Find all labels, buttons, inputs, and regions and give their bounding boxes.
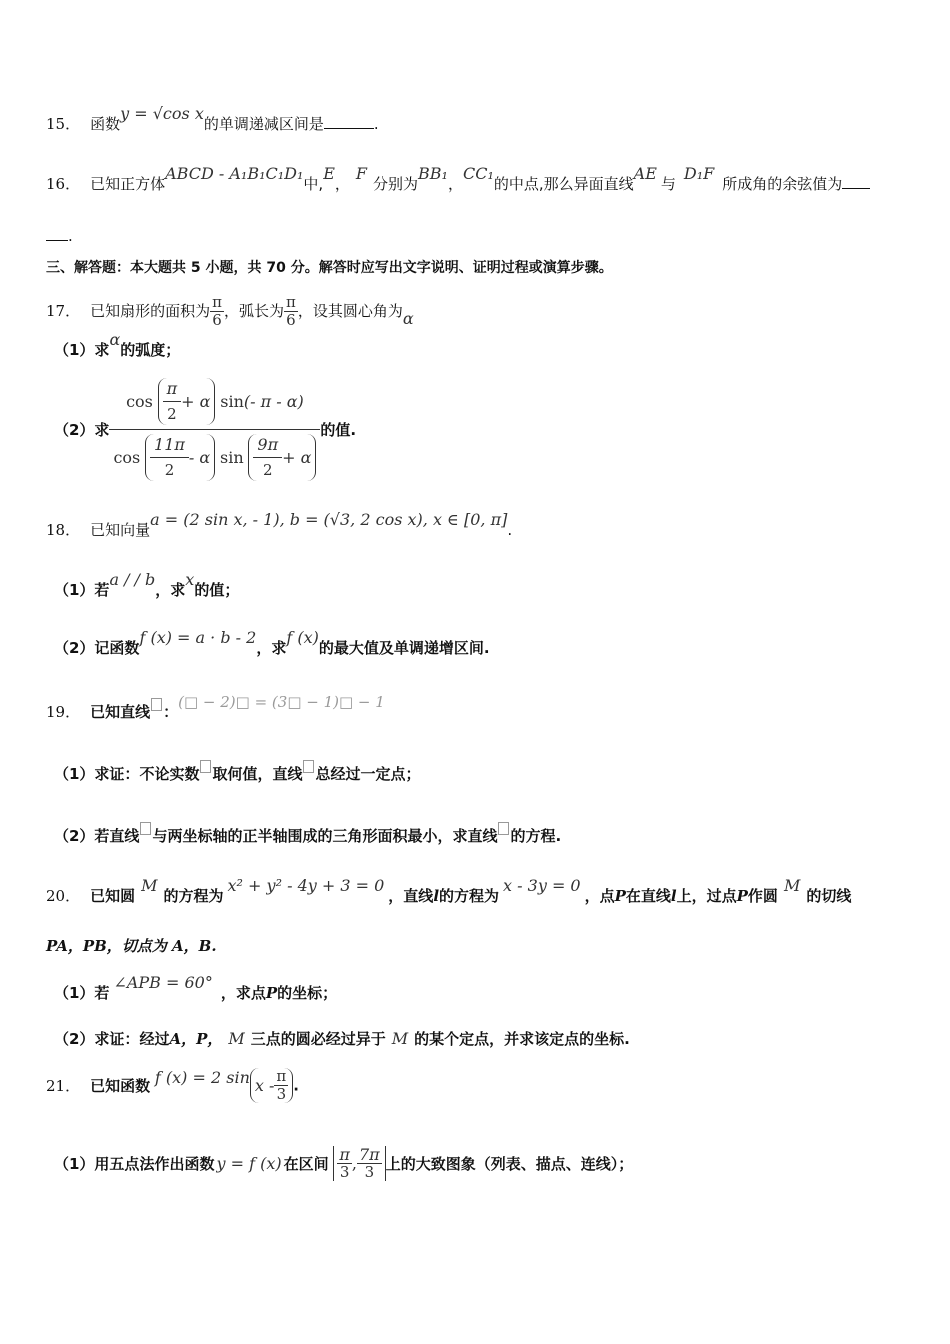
q20-part2-apm: A，P，	[169, 1030, 223, 1048]
q16-number: 16．	[46, 175, 81, 193]
q17-number: 17．	[46, 302, 81, 320]
q20-line2: PA，PB，切点为 A，B.	[46, 937, 217, 955]
q20-m2: M	[783, 876, 801, 895]
q17-den-frac1	[150, 434, 189, 481]
q19-part1-post: 总经过一定点；	[315, 765, 421, 783]
q16-cc1: CC₁	[462, 164, 494, 183]
q17-expr-denominator	[109, 430, 320, 483]
q16-ae: AE	[633, 164, 657, 183]
q20-post: 的切线	[806, 887, 852, 905]
q19-colon: ：	[163, 703, 179, 721]
q16-f: F	[355, 164, 367, 183]
q17-den-9pi: 9π	[253, 434, 282, 458]
q17-num-plus: + α	[181, 392, 211, 411]
q15-end: .	[373, 115, 379, 133]
q19-part2	[54, 822, 561, 846]
q20-part2-m: M	[228, 1029, 245, 1048]
q17-den-cos: cos	[113, 448, 141, 467]
q16-blank-2	[46, 226, 68, 241]
q18-part2-post: 的最大值及单调递增区间.	[318, 639, 490, 657]
q18-part2	[54, 628, 490, 658]
q16-d1f: D₁F	[683, 164, 715, 183]
q19-part1-mid: 取何值，直线	[212, 765, 303, 783]
q20-l: l	[433, 887, 440, 905]
q20-part2-mid: 三点的圆必经过异于	[250, 1030, 386, 1048]
q18-part2-formula: f (x) = a · b - 2	[139, 628, 257, 647]
q17-num-frac	[163, 378, 182, 425]
q21	[46, 1068, 299, 1103]
q16-mid2: 分别为	[373, 175, 419, 193]
q17-area-num: π	[212, 293, 222, 311]
q21-interval-a-den: 3	[339, 1163, 350, 1181]
q15-blank	[324, 114, 374, 129]
q21-interval-b	[357, 1146, 382, 1181]
q17-part1-label: （1）求	[54, 341, 110, 359]
section-3-heading: 三、解答题：本大题共 5 小题，共 70 分。解答时应写出文字说明、证明过程或演算步骤。	[46, 260, 613, 276]
q17-arc-num: π	[285, 293, 296, 311]
q17-expr-numerator	[109, 376, 320, 430]
q21-number: 21．	[46, 1077, 81, 1095]
q16-end: .	[68, 227, 73, 245]
q21-frac	[274, 1068, 288, 1103]
q21-interval-b-den: 3	[364, 1163, 375, 1181]
q17-part2	[54, 376, 356, 483]
q17-arc-fraction	[284, 294, 298, 329]
q18-part1-post: 的值；	[194, 581, 240, 599]
q21-interval	[333, 1146, 385, 1181]
q17-num-sin: sin	[220, 392, 244, 411]
q17-den-sin: sin	[219, 448, 244, 467]
q17-den-paren2	[248, 434, 316, 481]
q15-pre: 函数	[90, 115, 121, 133]
q19	[46, 693, 385, 722]
q17-den-plus: + α	[282, 448, 312, 467]
q21-fx: f (x) = 2 sin	[154, 1068, 250, 1087]
q19-number: 19．	[46, 703, 81, 721]
q17-area-den: 6	[212, 311, 222, 329]
q20-mid1: 的方程为	[163, 887, 224, 905]
q18-part2-fx: f (x)	[286, 628, 319, 647]
q21-part1-mid: 在区间	[283, 1155, 329, 1173]
q20-part2-m2: M	[391, 1029, 409, 1048]
q19-part1	[54, 760, 420, 784]
q16-mid4: 与	[660, 175, 676, 193]
q17-part1-post: 的弧度；	[120, 341, 181, 359]
q21-pi: π	[276, 1067, 287, 1085]
q17-num-2: 2	[167, 405, 177, 423]
q16-e: E	[323, 164, 335, 183]
q21-x-minus: x -	[254, 1076, 275, 1095]
q20-mid6: 上，过点	[676, 887, 737, 905]
q17-num-paren	[158, 378, 216, 425]
q16-post: 所成角的余弦值为	[722, 175, 843, 193]
q17-part2-label: （2）求	[54, 421, 110, 439]
q21-end: .	[293, 1076, 299, 1095]
q20-p: P	[614, 887, 626, 905]
q19-part2-post: 的方程.	[510, 827, 562, 845]
q20-p2: P	[736, 887, 748, 905]
q15-number: 15．	[46, 115, 81, 133]
q18-part2-label: （2）记函数	[54, 639, 140, 657]
q20-mid7: 作圆	[747, 887, 778, 905]
q20-part2-label: （2）求证：经过	[54, 1030, 170, 1048]
q18-part1	[54, 570, 240, 600]
q20-mid5: 在直线	[625, 887, 671, 905]
q21-interval-b-num: 7π	[359, 1145, 380, 1164]
q19-part1-pre: （1）求证：不论实数	[54, 765, 200, 783]
q19-pre: 已知直线	[90, 703, 151, 721]
q18-pre: 已知向量	[90, 521, 151, 539]
q20-part1-formula: ∠APB = 60°	[113, 973, 213, 992]
q20-line: x - 3y = 0	[503, 876, 581, 895]
q20-mid2: ，直线	[388, 887, 434, 905]
q17-den-11pi: 11π	[150, 434, 189, 458]
q17-den-minus: - α	[188, 448, 211, 467]
q21-part1	[54, 1146, 633, 1181]
q18-part2-mid: ，求	[256, 639, 287, 657]
q17-area-fraction	[210, 294, 224, 329]
q17-num-cos: cos	[126, 392, 153, 411]
q16-comma: ，	[334, 175, 350, 193]
q20-pre: 已知圆	[90, 887, 136, 905]
q16-pre: 已知正方体	[90, 175, 166, 193]
q20-part1-p: P	[265, 984, 278, 1002]
q17-alpha: α	[402, 309, 414, 328]
q20-number: 20．	[46, 887, 81, 905]
q17-den-frac2	[253, 434, 282, 481]
q17-num-sinarg: (- π - α)	[243, 392, 304, 411]
q15-post: 的单调递减区间是	[203, 115, 324, 133]
q17-num-pi: π	[163, 378, 182, 402]
q20-mid3: 的方程为	[439, 887, 500, 905]
q17-mid: ，弧长为	[223, 302, 284, 320]
q19-part2-symbol-1	[140, 822, 151, 835]
q21-paren	[250, 1068, 293, 1103]
q21-interval-a-num: π	[339, 1145, 350, 1164]
q20-part2-post: 的某个定点，并求该定点的坐标.	[414, 1030, 630, 1048]
q20-part2	[54, 1029, 630, 1049]
q21-interval-comma: ,	[351, 1154, 357, 1173]
q17-arc-den: 6	[286, 311, 296, 329]
q20-m: M	[141, 876, 158, 895]
q15-formula: y = √cos x	[120, 104, 204, 123]
q18-end: .	[507, 521, 513, 539]
q18-part1-x: x	[185, 570, 195, 589]
q19-part2-mid: 与两坐标轴的正半轴围成的三角形面积最小，求直线	[152, 827, 498, 845]
q21-interval-a	[337, 1146, 352, 1181]
q21-three: 3	[276, 1085, 287, 1103]
q20-part1-label: （1）若	[54, 984, 110, 1002]
q17-den-2a: 2	[164, 461, 175, 479]
q20-l2: l	[670, 887, 677, 905]
q20-part1	[54, 973, 338, 1003]
q17-part2-post: 的值.	[320, 421, 357, 439]
q20	[46, 876, 852, 906]
q17-part1	[54, 330, 181, 360]
q18-formula: a = (2 sin x, - 1), b = (√3, 2 cos x), x ∈ [0, π]	[150, 510, 508, 529]
q21-pre: 已知函数	[90, 1077, 151, 1095]
q19-part2-symbol-2	[498, 822, 509, 835]
q21-part1-formula: y = f (x)	[216, 1154, 282, 1173]
q16-cube: ABCD - A₁B₁C₁D₁	[165, 164, 304, 183]
q20-part1-post: 的坐标；	[277, 984, 338, 1002]
q17-expression	[109, 376, 320, 483]
q18-part1-formula: a / / b	[109, 570, 156, 589]
q21-part1-post: 上的大致图象（列表、描点、连线）；	[385, 1155, 634, 1173]
q17-den-2b: 2	[262, 461, 273, 479]
q19-line-symbol	[151, 698, 162, 711]
q17-part1-alpha: α	[109, 330, 121, 349]
q20-mid4: ，点	[584, 887, 615, 905]
q18-part1-mid: ，求	[155, 581, 186, 599]
q17-den-paren1	[145, 434, 215, 481]
q16-comma2: ，	[447, 175, 463, 193]
q19-formula: (□ − 2)□ = (3□ − 1)□ − 1	[178, 693, 385, 711]
q18-part1-label: （1）若	[54, 581, 110, 599]
q17-post: ，设其圆心角为	[297, 302, 403, 320]
q16-continuation	[46, 226, 73, 246]
q20-circle: x² + y² - 4y + 3 = 0	[227, 876, 385, 895]
q16-bb1: BB₁	[418, 164, 448, 183]
q18-number: 18．	[46, 521, 81, 539]
q16-mid3: 的中点,那么异面直线	[493, 175, 634, 193]
q19-part1-symbol-2	[303, 760, 314, 773]
q17	[46, 294, 414, 329]
q15	[46, 104, 379, 134]
q16-mid1: 中,	[303, 175, 324, 193]
q16	[46, 164, 870, 194]
q17-pre: 已知扇形的面积为	[90, 302, 211, 320]
q21-part1-label: （1）用五点法作出函数	[54, 1155, 215, 1173]
q20-part1-mid: ，求点	[220, 984, 266, 1002]
q18	[46, 510, 513, 540]
q19-part2-pre: （2）若直线	[54, 827, 140, 845]
q16-blank	[842, 174, 870, 189]
q19-part1-symbol-1	[200, 760, 211, 773]
